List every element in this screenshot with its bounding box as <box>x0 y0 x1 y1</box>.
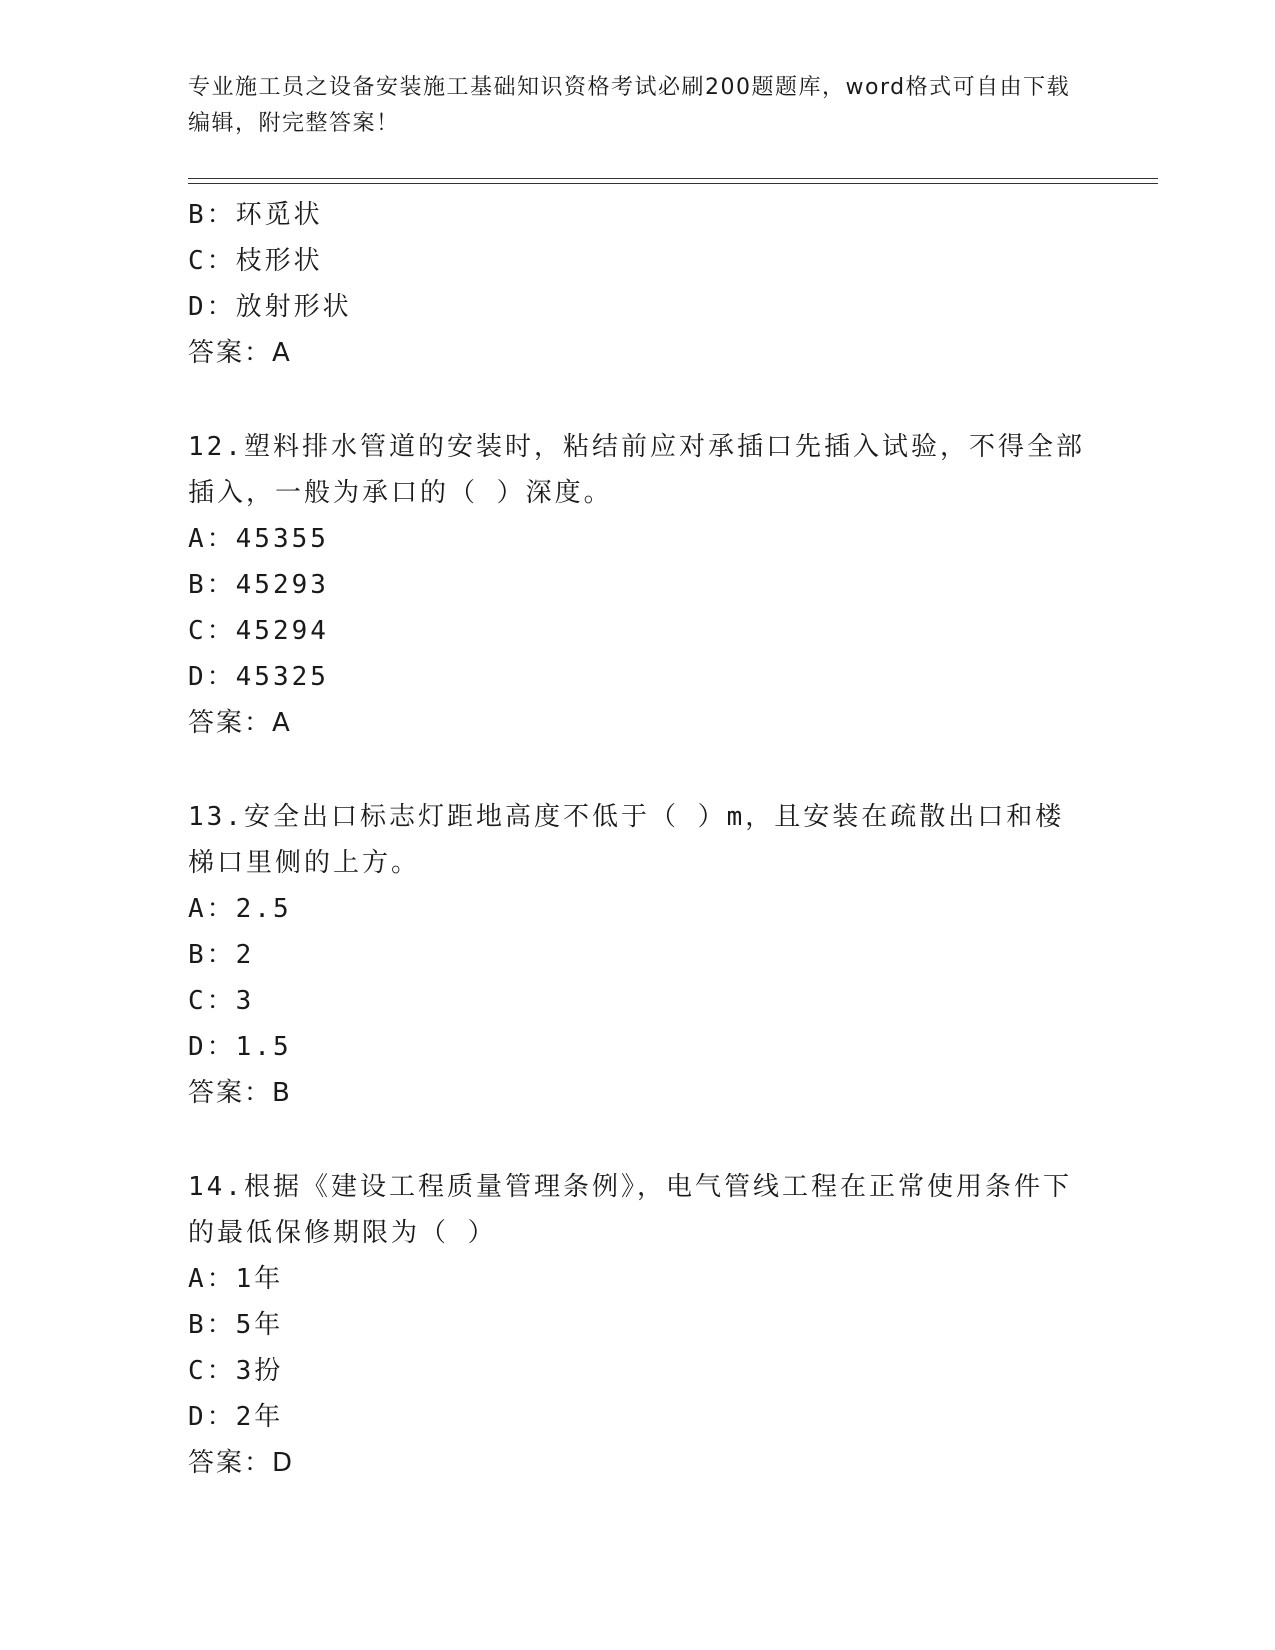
answer: 答案：A <box>188 338 292 368</box>
option-b: B：环觅状 <box>188 200 323 230</box>
option-b: B：5年 <box>188 1310 284 1340</box>
option-b: B：45293 <box>188 570 329 600</box>
header-divider <box>188 178 1158 184</box>
option-c: C：3扮 <box>188 1356 284 1386</box>
option-d: D：1.5 <box>188 1032 292 1062</box>
option-a: A：1年 <box>188 1264 284 1294</box>
question-stem: 13.安全出口标志灯距地高度不低于（ ）m，且安装在疏散出口和楼梯口里侧的上方。 <box>188 802 1065 878</box>
continued-question <box>188 192 1148 376</box>
question-stem: 12.塑料排水管道的安装时，粘结前应对承插口先插入试验，不得全部插入，一般为承口的（ ）深度。 <box>188 432 1085 508</box>
option-d: D：2年 <box>188 1402 284 1432</box>
option-d: D：45325 <box>188 662 329 692</box>
option-c: C：45294 <box>188 616 329 646</box>
option-b: B：2 <box>188 940 255 970</box>
answer: 答案：D <box>188 1448 295 1478</box>
option-c: C：3 <box>188 986 255 1016</box>
option-c: C：枝形状 <box>188 246 323 276</box>
option-a: A：2.5 <box>188 894 292 924</box>
document-title: 专业施工员之设备安装施工基础知识资格考试必刷200题题库，word格式可自由下载编辑，附完整答案！ <box>188 75 1071 136</box>
option-a: A：45355 <box>188 524 329 554</box>
question-12 <box>188 424 1148 746</box>
answer: 答案：A <box>188 708 292 738</box>
answer: 答案：B <box>188 1078 292 1108</box>
question-14 <box>188 1164 1148 1486</box>
document-page <box>188 70 1148 1486</box>
option-d: D：放射形状 <box>188 292 352 322</box>
question-stem: 14.根据《建设工程质量管理条例》，电气管线工程在正常使用条件下的最低保修期限为（ ） <box>188 1172 1072 1248</box>
question-13 <box>188 794 1148 1116</box>
